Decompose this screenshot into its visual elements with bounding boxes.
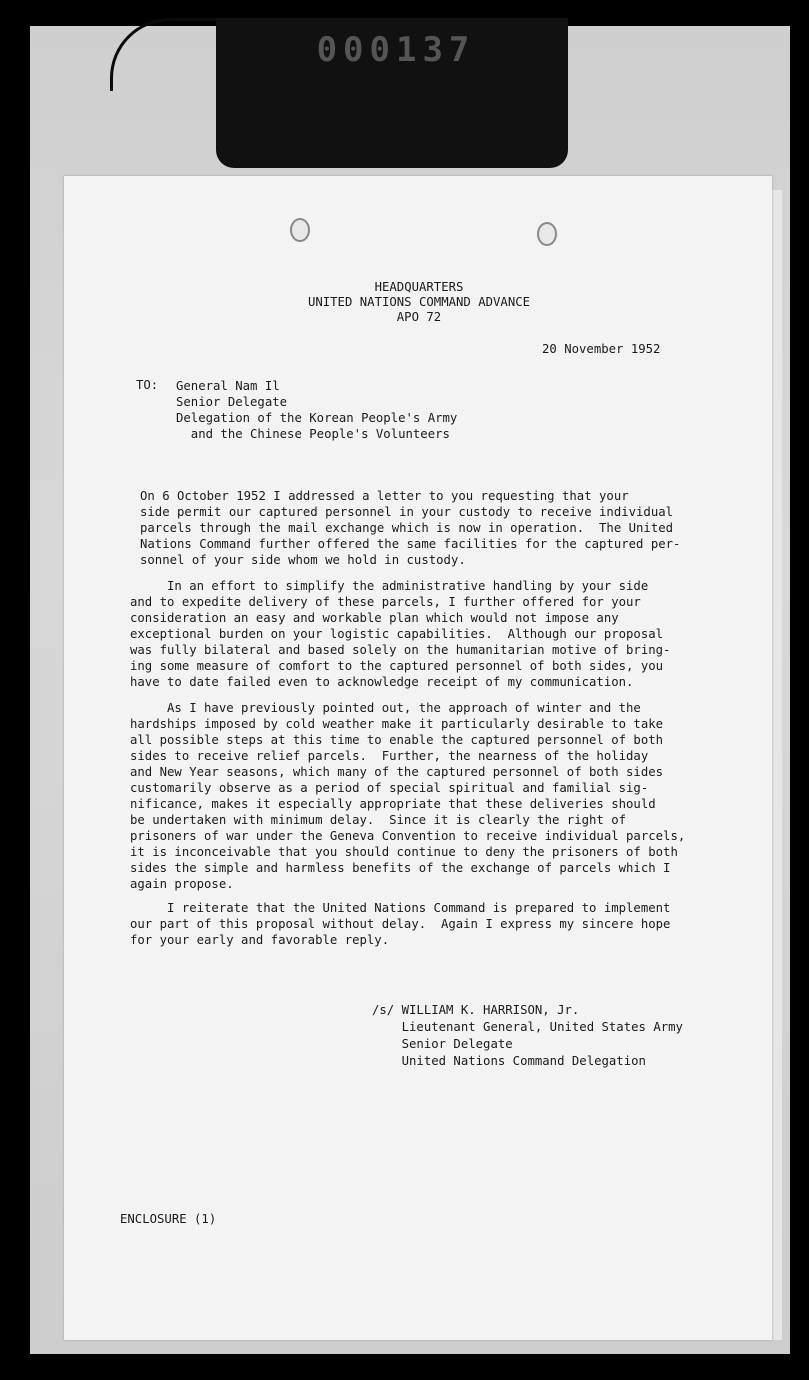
signature-block <box>372 1002 683 1070</box>
addressee-line-2: Senior Delegate <box>176 395 288 409</box>
letterhead-line-3: APO 72 <box>396 310 442 324</box>
letter-page <box>64 176 772 1340</box>
frame-counter-digits: 000137 <box>316 30 476 70</box>
letter-date: 20 November 1952 <box>542 342 661 356</box>
signature-line-4: United Nations Command Delegation <box>372 1054 646 1068</box>
body-paragraph-3: As I have previously pointed out, the approach of winter and the hardships imposed by cold weather make it particularly desirable to take all possible steps at this time to enable the captured personnel of both sides to receive relief parcels. Further, the nearness of the holiday and New Year seasons, which many of the captured personnel of both sides customarily observe as a period of special spiritual and familial sig- nificance, makes it especially appropriate that these deliveries should be undertaken with minimum delay. Since it is clearly the right of prisoners of war under the Geneva Convention to receive individual parcels, it is inconceivable that you should continue to deny the prisoners of both sides the simple and harmless benefits of the exchange of parcels which I again propose. <box>130 701 686 891</box>
addressee-block <box>176 378 457 442</box>
signature-line-1: /s/ WILLIAM K. HARRISON, Jr. <box>372 1003 580 1017</box>
addressee-line-4: and the Chinese People's Volunteers <box>176 427 450 441</box>
addressee-label: TO: <box>136 378 159 392</box>
body-paragraph-4: I reiterate that the United Nations Command is prepared to implement our part of this proposal without delay. Again I express my sincere hope for your early and favorable reply. <box>130 901 671 947</box>
body-paragraph-2: In an effort to simplify the administrative handling by your side and to expedite delivery of these parcels, I further offered for your consideration an easy and workable plan which would not impose any exceptional burden on your logistic capabilities. Although our proposal was fully bilateral and based solely on the humanitarian motive of bring- ing some measure of comfort to the captured personnel of both sides, you have to date failed even to acknowledge receipt of my communication. <box>130 579 671 689</box>
letterhead-line-2: UNITED NATIONS COMMAND ADVANCE <box>307 295 531 309</box>
signature-line-3: Senior Delegate <box>372 1037 513 1051</box>
letterhead <box>254 280 584 325</box>
signature-line-2: Lieutenant General, United States Army <box>372 1020 683 1034</box>
addressee-line-3: Delegation of the Korean People's Army <box>176 411 458 425</box>
body-paragraph-1: On 6 October 1952 I addressed a letter to you requesting that your side permit our captured personnel in your custody to receive individual parcels through the mail exchange which is now in operation. The United Nations Command further offered the same facilities for the captured per- sonnel of your side whom we hold in custody. <box>140 489 681 567</box>
letterhead-line-1: HEADQUARTERS <box>374 280 464 294</box>
page-edge <box>772 190 782 1340</box>
enclosure-note: ENCLOSURE (1) <box>120 1212 217 1226</box>
frame-counter-device <box>216 18 568 168</box>
addressee-line-1: General Nam Il <box>176 379 280 393</box>
punch-hole-right <box>537 222 557 246</box>
punch-hole-left <box>290 218 310 242</box>
